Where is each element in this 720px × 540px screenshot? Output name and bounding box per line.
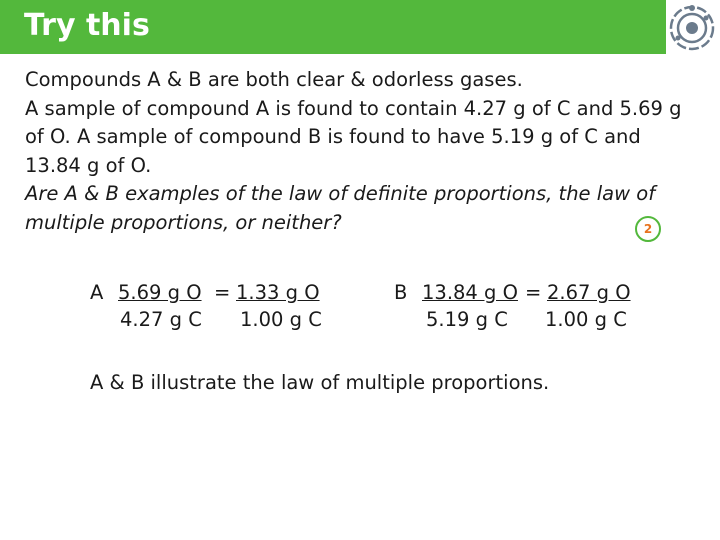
equation-b-result-denominator: 1.00 g C — [545, 308, 627, 331]
equation-b-label: B — [394, 281, 408, 304]
step-badge: 2 — [635, 216, 661, 242]
equation-a-label: A — [90, 281, 104, 304]
atom-icon — [668, 4, 716, 52]
problem-text — [25, 66, 685, 237]
slide-title: Try this — [24, 8, 150, 43]
equation-a — [90, 281, 350, 331]
equation-a-denominator: 4.27 g C — [120, 308, 202, 331]
equation-b-numerator: 13.84 g O — [422, 281, 518, 304]
problem-question: Are A & B examples of the law of definite proportions, the law of multiple proportions, or neither? — [25, 182, 656, 234]
equation-a-result-numerator: 1.33 g O — [236, 281, 320, 304]
equation-b-denominator: 5.19 g C — [426, 308, 508, 331]
conclusion-text: A & B illustrate the law of multiple proportions. — [90, 371, 550, 394]
problem-line-2: A sample of compound A is found to contain 4.27 g of C and 5.69 g of O. A sample of compound B is found to have 5.19 g of C and 13.84 g of O. — [25, 96, 682, 177]
equation-b — [394, 281, 664, 331]
title-banner — [0, 0, 666, 54]
equation-a-numerator: 5.69 g O — [118, 281, 202, 304]
problem-line-1: Compounds A & B are both clear & odorless gases. — [25, 68, 523, 91]
equation-b-result-numerator: 2.67 g O — [547, 281, 631, 304]
equation-a-equals: = — [214, 281, 231, 304]
equation-b-equals: = — [525, 281, 542, 304]
equation-a-result-denominator: 1.00 g C — [240, 308, 322, 331]
